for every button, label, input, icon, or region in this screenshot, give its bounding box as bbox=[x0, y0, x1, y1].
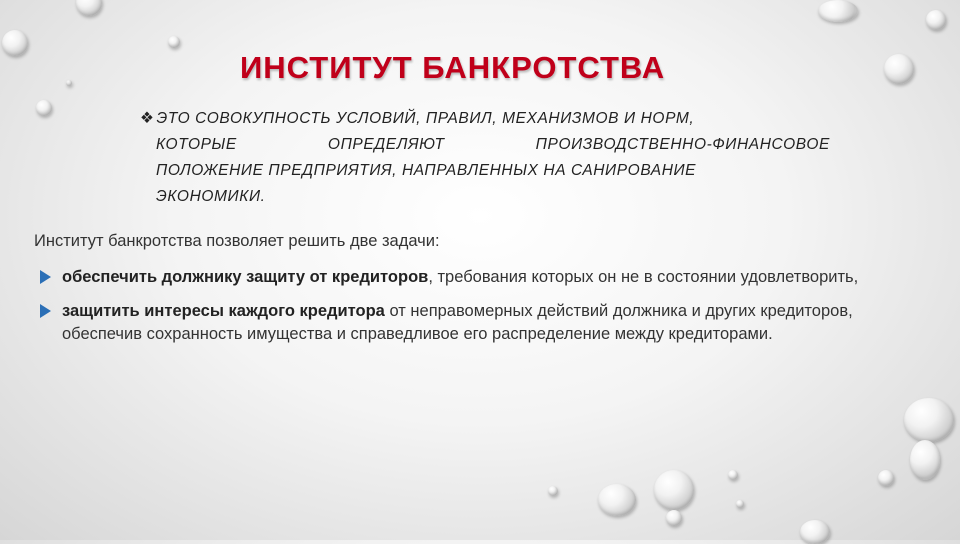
decorative-drop bbox=[800, 520, 830, 544]
intro-definition bbox=[140, 106, 830, 210]
intro-line-1: ❖ ЭТО СОВОКУПНОСТЬ УСЛОВИЙ, ПРАВИЛ, МЕХАНИЗМОВ И НОРМ, bbox=[140, 110, 695, 127]
intro-line-4: ЭКОНОМИКИ. bbox=[156, 188, 266, 205]
decorative-drop bbox=[818, 0, 858, 22]
decorative-drop bbox=[598, 484, 636, 516]
decorative-drop bbox=[926, 10, 946, 30]
decorative-drop bbox=[666, 510, 682, 526]
intro-line-3: ПОЛОЖЕНИЕ ПРЕДПРИЯТИЯ, НАПРАВЛЕННЫХ НА САНИРОВАНИЕ bbox=[156, 162, 697, 179]
list-item-text: от неправомерных действий должника и других кредиторов, обеспечив сохранность имущества и справедливое его распределение между кредиторами. bbox=[62, 302, 853, 343]
list-item bbox=[36, 266, 916, 289]
triangle-bullet-icon bbox=[40, 270, 51, 284]
decorative-drop bbox=[76, 0, 102, 16]
decorative-drop bbox=[66, 80, 72, 86]
decorative-drop bbox=[736, 500, 744, 508]
decorative-drop bbox=[884, 54, 914, 84]
decorative-drop bbox=[878, 470, 894, 486]
task-list bbox=[36, 266, 916, 357]
lead-text: Институт банкротства позволяет решить две задачи: bbox=[34, 232, 440, 250]
slide-title: ИНСТИТУТ БАНКРОТСТВА bbox=[240, 50, 666, 85]
decorative-drop bbox=[728, 470, 738, 480]
decorative-drop bbox=[904, 398, 954, 442]
decorative-drop bbox=[36, 100, 52, 116]
intro-line-2: КОТОРЫЕ ОПРЕДЕЛЯЮТ ПРОИЗВОДСТВЕННО-ФИНАНСОВОЕ bbox=[156, 136, 830, 153]
list-item-text: , требования которых он не в состоянии удовлетворить, bbox=[428, 268, 859, 286]
list-item-bold: обеспечить должнику защиту от кредиторов bbox=[62, 268, 429, 286]
decorative-drop bbox=[168, 36, 180, 48]
decorative-drop bbox=[548, 486, 558, 496]
list-item-bold: защитить интересы каждого кредитора bbox=[62, 302, 385, 320]
decorative-drop bbox=[2, 30, 28, 56]
decorative-drop bbox=[654, 470, 694, 510]
triangle-bullet-icon bbox=[40, 304, 51, 318]
list-item bbox=[36, 300, 916, 346]
decorative-drop bbox=[910, 440, 940, 480]
diamond-bullet-icon: ❖ bbox=[140, 110, 155, 127]
